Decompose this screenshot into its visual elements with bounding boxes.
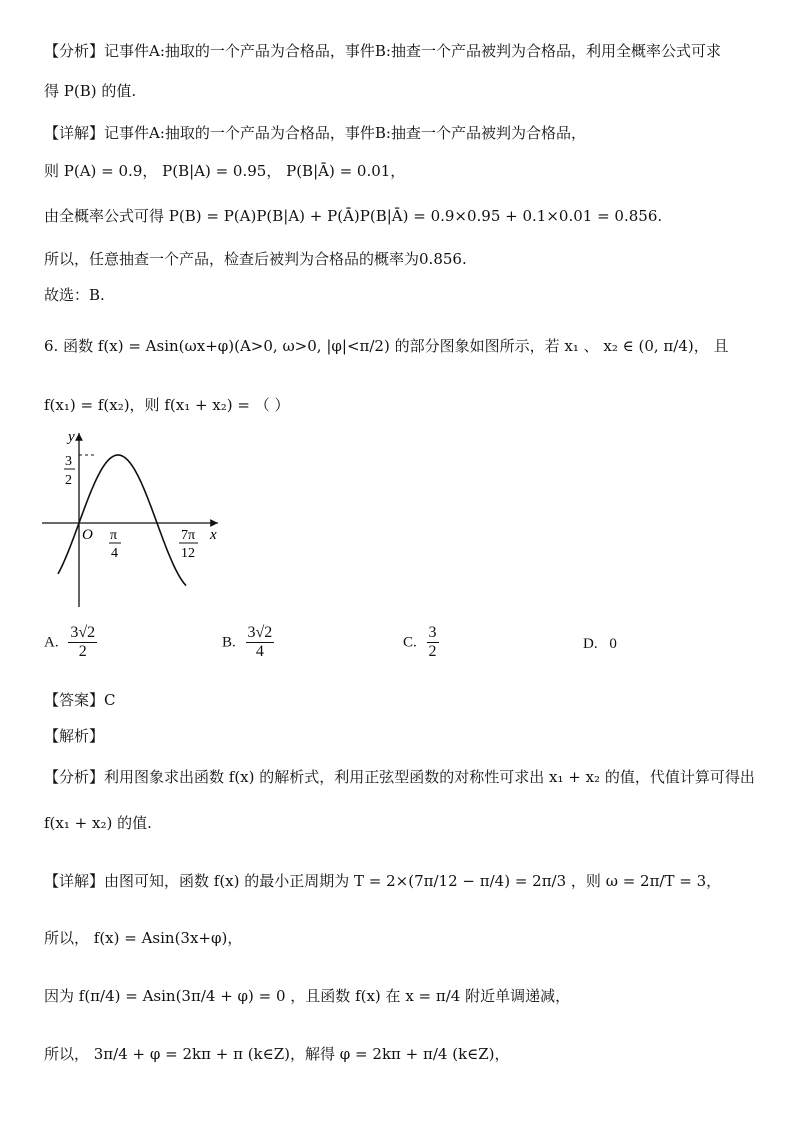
analysis-line-2: 得 P(B) 的值. xyxy=(44,82,137,100)
detail2-line-1: 【详解】由图可知，函数 f(x) 的最小正周期为 T = 2×(7π/12 − π/4) = 2π/3 ，则 ω = 2π/T = 3， xyxy=(44,872,722,890)
origin-label: O xyxy=(82,527,93,543)
option-a-numerator: 3√2 xyxy=(68,624,97,643)
y-tick-numerator: 3 xyxy=(65,454,72,469)
option-d-letter: D. xyxy=(583,636,598,652)
analysis2-line-2: f(x₁ + x₂) 的值. xyxy=(44,814,152,832)
option-b-numerator: 3√2 xyxy=(246,624,275,643)
option-c-denominator: 2 xyxy=(428,643,437,661)
option-c-numerator: 3 xyxy=(427,624,439,643)
x-tick-1-numerator: π xyxy=(110,528,118,543)
option-b[interactable] xyxy=(222,624,274,662)
option-a-letter: A. xyxy=(44,634,59,651)
answer-line: 【答案】C xyxy=(44,691,116,709)
x-tick-1-denominator: 4 xyxy=(111,546,118,561)
question-6-line-1: 6. 函数 f(x) = Asin(ωx+φ)(A>0, ω>0, |φ|<π/2) 的部分图象如图所示，若 x₁ 、 x₂ ∈ (0, π/4)， 且 xyxy=(44,337,729,355)
option-b-letter: B. xyxy=(222,634,236,651)
x-tick-2-numerator: 7π xyxy=(181,528,196,543)
y-tick-denominator: 2 xyxy=(65,473,72,488)
detail-line-4: 所以，任意抽查一个产品，检查后被判为合格品的概率为0.856. xyxy=(44,250,467,268)
detail2-line-3: 因为 f(π/4) = Asin(3π/4 + φ) = 0 ，且函数 f(x) 在 x = π/4 附近单调递减， xyxy=(44,987,571,1005)
detail-line-2: 则 P(A) = 0.9， P(B|A) = 0.95， P(B|Ā) = 0.01， xyxy=(44,162,406,180)
x-tick-2-denominator: 12 xyxy=(181,546,195,561)
option-d-value: 0 xyxy=(609,636,617,652)
x-axis-label: x xyxy=(210,527,217,543)
y-axis-label: y xyxy=(68,429,75,445)
detail2-line-4: 所以， 3π/4 + φ = 2kπ + π (k∈Z)，解得 φ = 2kπ + π/4 (k∈Z)， xyxy=(44,1045,510,1063)
option-a-denominator: 2 xyxy=(78,643,87,661)
option-c[interactable] xyxy=(403,624,439,662)
detail-line-5: 故选：B. xyxy=(44,286,105,304)
detail2-line-2: 所以， f(x) = Asin(3x+φ)， xyxy=(44,929,243,947)
analysis2-line-1: 【分析】利用图象求出函数 f(x) 的解析式，利用正弦型函数的对称性可求出 x₁ + x₂ 的值，代值计算可得出 xyxy=(44,768,755,786)
jiexi-line: 【解析】 xyxy=(44,727,105,745)
option-d[interactable] xyxy=(583,636,617,653)
detail-line-3: 由全概率公式可得 P(B) = P(A)P(B|A) + P(Ā)P(B|Ā) = 0.9×0.95 + 0.1×0.01 = 0.856. xyxy=(44,207,663,225)
sine-curve xyxy=(58,455,186,586)
option-b-denominator: 4 xyxy=(255,643,264,661)
option-a[interactable] xyxy=(44,624,97,662)
question-6-line-2: f(x₁) = f(x₂)，则 f(x₁ + x₂) = （ ） xyxy=(44,396,290,414)
analysis-line-1: 【分析】记事件A:抽取的一个产品为合格品，事件B:抽查一个产品被判为合格品，利用全概率公式可求 xyxy=(44,42,721,60)
sine-graph xyxy=(38,425,228,610)
option-c-letter: C. xyxy=(403,634,417,651)
detail-line-1: 【详解】记事件A:抽取的一个产品为合格品，事件B:抽查一个产品被判为合格品， xyxy=(44,124,586,142)
